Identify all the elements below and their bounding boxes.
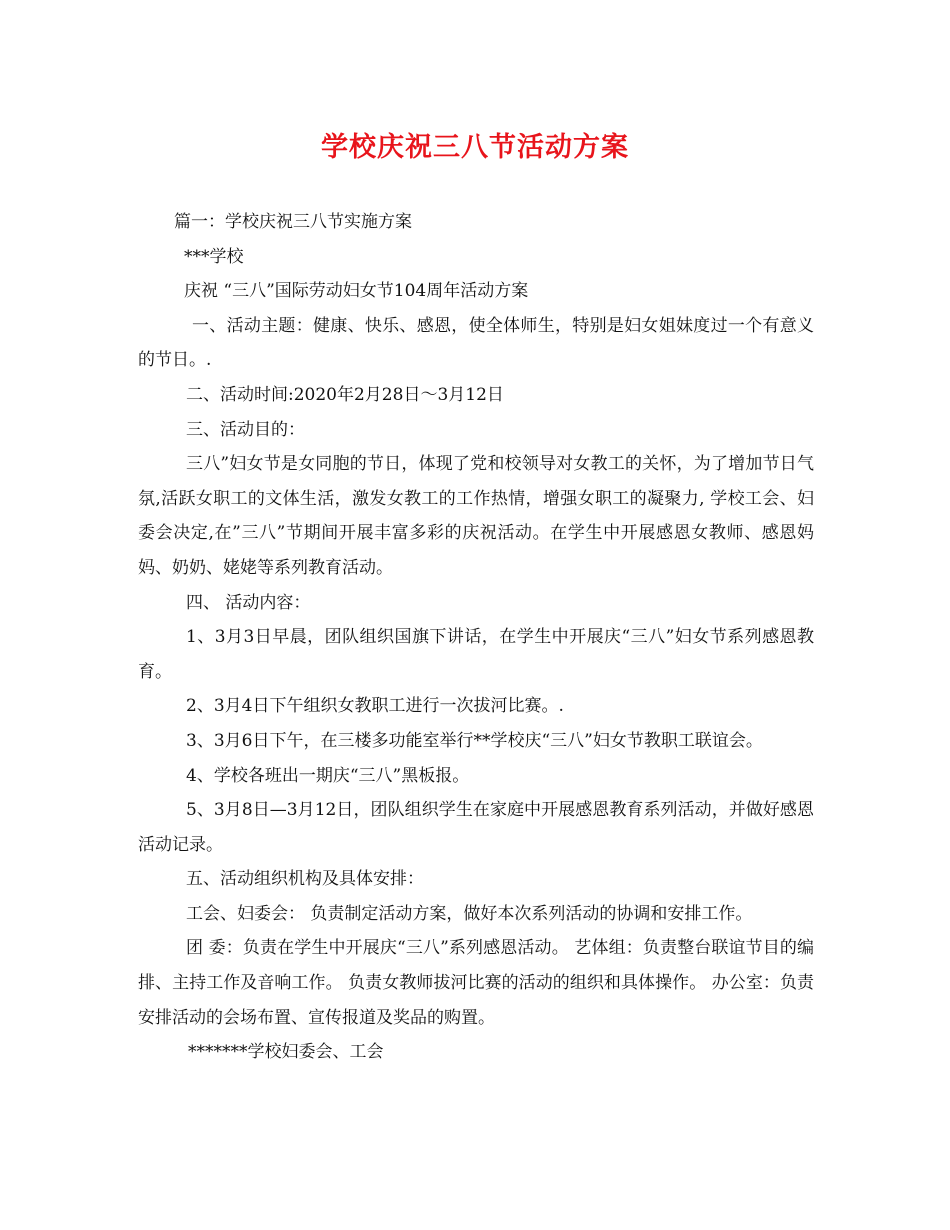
paragraph-activity-theme: 一、活动主题：健康、快乐、感恩，使全体师生，特别是妇女姐妹度过一个有意义的节日。. (138, 315, 814, 371)
paragraph-activity-content-heading: 四、 活动内容： (186, 592, 311, 613)
paragraph-content-item-2: 2、3月4日下午组织女教职工进行一次拔河比赛。. (186, 696, 564, 717)
paragraph-school-name: ***学校 (184, 246, 244, 267)
paragraph-content-item-4: 4、学校各班出一期庆“三八”黑板报。 (186, 765, 470, 786)
paragraph-section-heading: 篇一：学校庆祝三八节实施方案 (174, 212, 412, 232)
paragraph-content-item-5: 5、3月8日—3月12日，团队组织学生在家庭中开展感恩教育系列活动，并做好感恩活动记录。 (138, 800, 814, 855)
document-body (138, 205, 814, 1070)
paragraph-plan-subtitle: 庆祝 “三八”国际劳动妇女节104周年活动方案 (184, 281, 529, 302)
paragraph-organization-heading: 五、活动组织机构及具体安排： (186, 869, 424, 890)
paragraph-activity-purpose: 三八”妇女节是女同胞的节日，体现了党和校领导对女教工的关怀，为了增加节日气氛,活跃女职工的文体生活，激发女教工的工作热情，增强女职工的凝聚力, 学校工会、妇委会决定,在”三八”节期间开展丰富多彩的庆祝活动。在学生中开展感恩女教师、感恩妈妈、奶奶、姥姥等系列教育活动。 (138, 454, 814, 578)
paragraph-content-item-1: 1、3月3日早晨，团队组织国旗下讲话，在学生中开展庆“三八”妇女节系列感恩教育。 (138, 627, 814, 682)
paragraph-committee-duties: 团 委：负责在学生中开展庆“三八”系列感恩活动。 艺体组：负责整台联谊节目的编排、主持工作及音响工作。 负责女教师拔河比赛的活动的组织和具体操作。 办公室：负责安排活动的会场布置、宣传报道及奖品的购置。 (138, 938, 814, 1028)
paragraph-content-item-3: 3、3月6日下午，在三楼多功能室举行**学校庆“三八”妇女节教职工联谊会。 (186, 730, 763, 751)
paragraph-signature: *******学校妇委会、工会 (188, 1042, 384, 1063)
paragraph-activity-time: 二、活动时间:2020年2月28日～3月12日 (186, 384, 504, 405)
paragraph-union-duties: 工会、妇委会： 负责制定活动方案，做好本次系列活动的协调和安排工作。 (186, 903, 753, 924)
paragraph-activity-purpose-heading: 三、活动目的： (186, 419, 305, 440)
document-title: 学校庆祝三八节活动方案 (321, 132, 629, 163)
